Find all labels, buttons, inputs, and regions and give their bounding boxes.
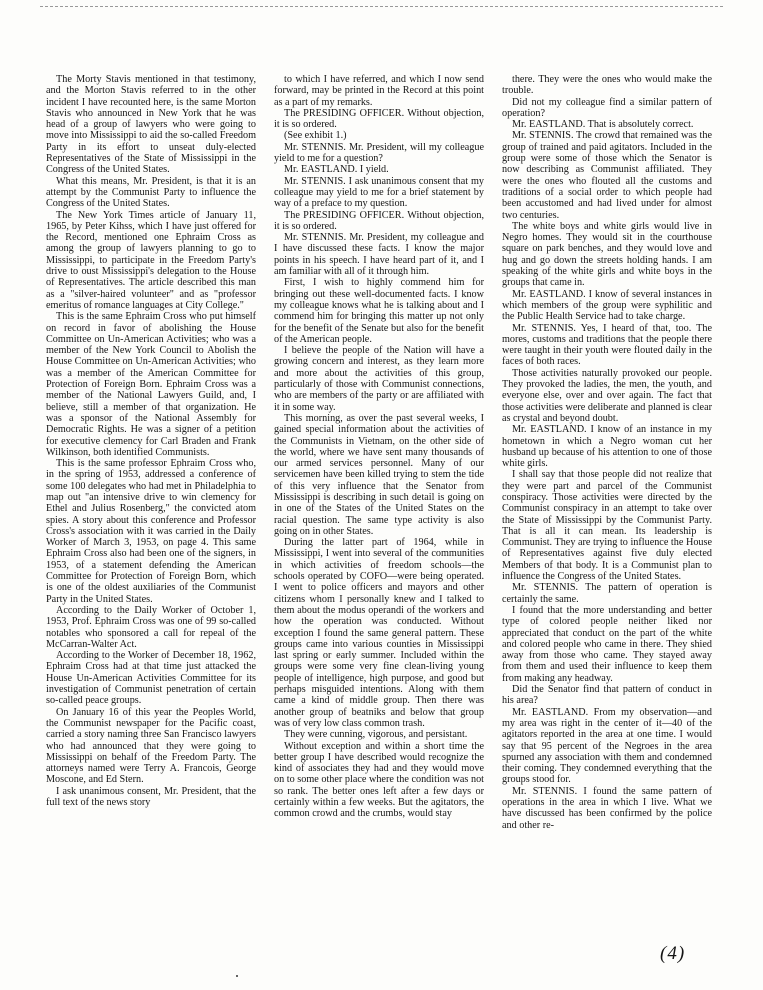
paragraph: Mr. EASTLAND. That is absolutely correct. (512, 119, 694, 131)
paragraph: Mr. EASTLAND. From my observation—and my area was right in the center of it—40 of the agitators reported in the area at one time. I would say that 95 percent of the Negroes in the area spurned any association with them and condemned their coming. They condemned everything that the groups stood for. (502, 706, 712, 786)
paragraph: I believe the people of the Nation will have a growing concern and interest, as they learn more and more about the activities of this group, particularly of those with Communist connections, who are members of the party or are affiliated with it in some way. (274, 345, 484, 413)
paragraph: to which I have referred, and which I now send forward, may be printed in the Record at this point as a part of my remarks. (274, 74, 484, 108)
paragraph: I found that the more understanding and better type of colored people neither liked nor appreciated that conduct on the part of the white and colored people who came in there. They shied away from those who came. They stayed away from them and used their influence to keep them from making any headway. (502, 604, 712, 684)
page-number: (4) (660, 943, 686, 964)
paragraph: The Morty Stavis mentioned in that testimony, and the Morton Stavis referred to in the other incident I have recounted here, is the same Morton Stavis who announced in New York that he was head of a group of lawyers who were going to move into Mississippi to aid the so-called Freedom Party in its effort to unseat duly-elected Representatives of the State of Mississippi in the Congress of the United States. (46, 74, 256, 176)
column-2 (274, 74, 484, 894)
paragraph: The New York Times article of January 11, 1965, by Peter Kihss, which I have just offered for the Record, mentioned one Ephraim Cross as among the group of lawyers planning to go to Mississippi, to participate in the Freedom Party's drive to oust Mississippi's delegation to the House of Representatives. The article described this man as a "silver-haired volunteer" and as "professor emeritus of romance languages at City College." (46, 209, 256, 311)
paragraph: This is the same Ephraim Cross who put himself on record in favor of abolishing the House Committee on Un-American Activities; who was a member of the New York Council to Abolish the House Committee on Un-American Activities; who was a member of the American Committee for Protection of Foreign Born. Ephraim Cross was a member of the National Lawyers Guild, and, I believe, still a member of that organization. He was a sponsor of the National Assembly for Democratic Rights. He was a signer of a petition for executive clemency for Carl Braden and Frank Wilkinson, both identified Communists. (46, 311, 256, 458)
paragraph: I shall say that those people did not realize that they were part and parcel of the Communist conspiracy. Those activities were directed by the Communist conspiracy in an attempt to take over the State of Mississippi by the Communist Party. That is all it can mean. Its leadership is Communist. They are trying to influence the House of Representatives against five duly elected Members of that body. It is a Communist plan to influence the Congress of the United States. (502, 469, 712, 583)
paragraph: Without exception and within a short time the better group I have described would recognize the kind of associates they had and they would move on to some other place where the condition was not so rank. The better ones left after a few days or certainly within a few weeks. But the agitators, the common crowd and the crumbs, would stay (274, 740, 484, 820)
paragraph: They were cunning, vigorous, and persistant. (284, 729, 468, 741)
top-border-rule (40, 6, 723, 7)
paragraph: there. They were the ones who would make the trouble. (502, 74, 712, 97)
paragraph: On January 16 of this year the Peoples World, the Communist newspaper for the Pacific coast, carried a story naming three San Francisco lawyers who had announced that they were going to Mississippi on behalf of the Freedom Party. The attorneys named were Terry A. Francois, George Moscone, and Ed Stern. (46, 706, 256, 786)
paragraph: What this means, Mr. President, is that it is an attempt by the Communist Party to influence the Congress of the United States. (46, 175, 256, 210)
paragraph: Did the Senator find that pattern of conduct in his area? (502, 684, 712, 707)
paragraph: The PRESIDING OFFICER. Without objection, it is so ordered. (274, 107, 484, 131)
paragraph: Mr. STENNIS. Mr. President, will my colleague yield to me for a question? (274, 141, 484, 165)
paragraph: Mr. STENNIS. Yes, I heard of that, too. The mores, customs and traditions that the people there were taught in their youth were flouted daily in the faces of both races. (502, 322, 712, 368)
paragraph: Mr. EASTLAND. I know of several instances in which members of the group were syphilitic and the Public Health Service had to take charge. (502, 288, 712, 323)
paragraph: During the latter part of 1964, while in Mississippi, I went into several of the communities in which activities of freedom schools—the schools operated by COFO—were being operated. I went to police officers and mayors and other citizens whom I personally knew and I talked to them about the modus operandi of the workers and how the operation was conducted. Without exception I found the same general pattern. These groups came into various counties in Mississippi last spring or early summer. Included within the groups were some very fine clean-living young people of intelligence, high purpose, and good but perhaps misguided intentions. Along with them came a kind of middle group. Then there was another group of beatniks and below that group was of very low class common trash. (274, 537, 484, 729)
paragraph: The PRESIDING OFFICER. Without objection, it is so ordered. (274, 209, 484, 232)
paragraph: This is the same professor Ephraim Cross who, in the spring of 1953, addressed a conference of some 100 delegates who had met in Philadelphia to map out "an intensive drive to win clemency for Ethel and Julius Rosenberg," the convicted atom spies. A story about this conference and Professor Cross's association with it was carried in the Daily Worker of March 3, 1953, on page 4. This same Ephraim Cross also had been one of the signers, in 1953, of a statement defending the American Committee for Protection of Foreign Born, which is one of the oldest auxiliaries of the Communist Party in the United States. (46, 458, 256, 605)
paragraph: Mr. EASTLAND. I know of an instance in my hometown in which a Negro woman cut her husband up because of his attention to one of those white girls. (502, 424, 712, 470)
paragraph: Mr. STENNIS. Mr. President, my colleague and I have discussed these facts. I know the major points in his speech. I have heard part of it, and I am familiar with all of it through him. (274, 232, 484, 278)
scan-speck (236, 975, 238, 977)
column-3 (502, 74, 712, 894)
text-columns (46, 74, 712, 894)
paragraph: I ask unanimous consent, Mr. President, that the full text of the news story (46, 785, 256, 808)
paragraph: Those activities naturally provoked our people. They provoked the ladies, the men, the youth, and everyone else, over and over again. The fact that those activities were deliberate and planned is clear as crystal and beyond doubt. (502, 367, 712, 424)
paragraph: Mr. STENNIS. I ask unanimous consent that my colleague may yield to me for a brief statement by way of a preface to my question. (274, 175, 484, 210)
paragraph: First, I wish to highly commend him for bringing out these well-documented facts. I know my colleague knows what he is talking about and I commend him for bringing this matter up not only for the benefit of the Senate but also for the benefit of the American people. (274, 277, 484, 345)
paragraph: This morning, as over the past several weeks, I gained special information about the activities of the Communists in Vietnam, on the other side of the world, where we have sent many thousands of our armed services personnel. Many of our servicemen have been killed trying to stem the tide of this very influence that the Senator from Mississippi is describing in such detail is going on in one of the States of the United States on the racial question. The same type activity is also going on in other States. (274, 412, 484, 537)
paragraph: According to the Daily Worker of October 1, 1953, Prof. Ephraim Cross was one of 99 so-called notables who sponsored a call for repeal of the McCarran-Walter Act. (46, 604, 256, 650)
paragraph: Mr. STENNIS. The pattern of operation is certainly the same. (502, 582, 712, 605)
paragraph: (See exhibit 1.) (284, 130, 347, 142)
paragraph: Mr. EASTLAND. I yield. (284, 164, 389, 176)
column-1 (46, 74, 256, 894)
paragraph: According to the Worker of December 18, 1962, Ephraim Cross had at that time just attacked the House Un-American Activities Committee for its investigation of Communist penetration of certain so-called peace groups. (46, 650, 256, 707)
paragraph: The white boys and white girls would live in Negro homes. They would sit in the courthouse square on park benches, and they would love and hug and go down the streets holding hands. I am speaking of the white girls and white boys in the groups that came in. (502, 220, 712, 289)
paragraph: Mr. STENNIS. The crowd that remained was the group of trained and paid agitators. Included in the group were some of those which the Senator is now describing as Communist affiliated. They were the ones who flouted all the customs and traditions of a social order to which people had been accustomed and had lived under for almost two centuries. (502, 130, 712, 221)
paragraph: Did not my colleague find a similar pattern of operation? (502, 96, 712, 119)
paragraph: Mr. STENNIS. I found the same pattern of operations in the area in which I live. What we have discussed has been confirmed by the police and other re- (502, 785, 712, 831)
